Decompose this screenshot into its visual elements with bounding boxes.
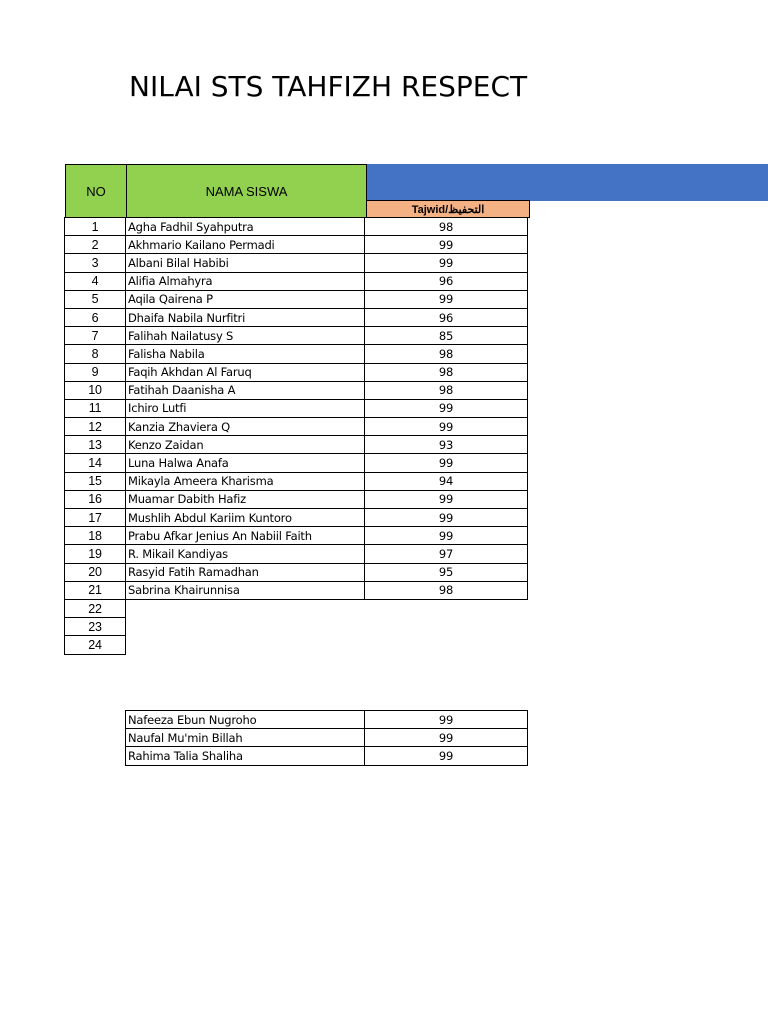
cell-no[interactable]: 11 xyxy=(64,399,126,418)
cell-no[interactable]: 5 xyxy=(64,290,126,309)
table-row xyxy=(65,436,528,454)
cell-score[interactable]: 99 xyxy=(364,417,528,436)
cell-no[interactable]: 23 xyxy=(64,617,126,636)
cell-name[interactable]: Alifia Almahyra xyxy=(125,272,365,291)
table-row xyxy=(65,309,528,327)
cell-score[interactable]: 99 xyxy=(364,508,528,527)
table-row xyxy=(65,509,528,527)
cell-score[interactable]: 99 xyxy=(364,746,528,765)
cell-no[interactable]: 13 xyxy=(64,435,126,454)
cell-no[interactable]: 3 xyxy=(64,253,126,272)
cell-score[interactable]: 85 xyxy=(364,326,528,345)
cell-score[interactable]: 98 xyxy=(364,217,528,236)
cell-no[interactable]: 6 xyxy=(64,308,126,327)
cell-score[interactable]: 99 xyxy=(364,399,528,418)
cell-score[interactable]: 99 xyxy=(364,253,528,272)
cell-name[interactable]: Falihah Nailatusy S xyxy=(125,326,365,345)
cell-name[interactable]: Prabu Afkar Jenius An Nabiil Faith xyxy=(125,526,365,545)
cell-name[interactable]: Naufal Mu'min Billah xyxy=(125,728,365,747)
table-row xyxy=(65,618,528,636)
table-row xyxy=(126,747,528,765)
cell-score[interactable]: 99 xyxy=(364,290,528,309)
cell-no[interactable]: 21 xyxy=(64,581,126,600)
table-row xyxy=(65,382,528,400)
cell-score[interactable]: 96 xyxy=(364,272,528,291)
table-row xyxy=(65,327,528,345)
table-row xyxy=(65,254,528,272)
cell-name[interactable]: Sabrina Khairunnisa xyxy=(125,581,365,600)
cell-score[interactable]: 94 xyxy=(364,472,528,491)
cell-name[interactable]: Luna Halwa Anafa xyxy=(125,453,365,472)
cell-score[interactable]: 98 xyxy=(364,581,528,600)
cell-name[interactable]: Rasyid Fatih Ramadhan xyxy=(125,563,365,582)
cell-no[interactable]: 16 xyxy=(64,490,126,509)
cell-name[interactable]: Kanzia Zhaviera Q xyxy=(125,417,365,436)
cell-name[interactable]: Falisha Nabila xyxy=(125,344,365,363)
cell-name[interactable]: Aqila Qairena P xyxy=(125,290,365,309)
cell-no[interactable]: 14 xyxy=(64,453,126,472)
table-row xyxy=(65,582,528,600)
table-row xyxy=(65,236,528,254)
table-row xyxy=(126,729,528,747)
cell-name[interactable]: Albani Bilal Habibi xyxy=(125,253,365,272)
cell-name[interactable]: Mushlih Abdul Kariim Kuntoro xyxy=(125,508,365,527)
cell-name[interactable]: Rahima Talia Shaliha xyxy=(125,746,365,765)
table-row xyxy=(65,273,528,291)
table-row xyxy=(65,545,528,563)
cell-score[interactable]: 96 xyxy=(364,308,528,327)
cell-no[interactable]: 15 xyxy=(64,472,126,491)
cell-name[interactable]: Faqih Akhdan Al Faruq xyxy=(125,363,365,382)
cell-name[interactable]: Nafeeza Ebun Nugroho xyxy=(125,710,365,729)
page-title: NILAI STS TAHFIZH RESPECT xyxy=(129,70,528,103)
cell-score[interactable]: 98 xyxy=(364,381,528,400)
cell-no[interactable]: 20 xyxy=(64,563,126,582)
cell-score[interactable]: 95 xyxy=(364,563,528,582)
cell-score[interactable]: 97 xyxy=(364,544,528,563)
cell-no[interactable]: 24 xyxy=(64,635,126,654)
cell-no[interactable]: 17 xyxy=(64,508,126,527)
cell-no[interactable]: 9 xyxy=(64,363,126,382)
table-row xyxy=(65,636,528,654)
table-row xyxy=(126,711,528,729)
cell-name[interactable]: Kenzo Zaidan xyxy=(125,435,365,454)
table-row xyxy=(65,345,528,363)
cell-name[interactable]: Fatihah Daanisha A xyxy=(125,381,365,400)
cell-no[interactable]: 18 xyxy=(64,526,126,545)
cell-score[interactable]: 99 xyxy=(364,235,528,254)
cell-no[interactable]: 2 xyxy=(64,235,126,254)
table-row xyxy=(65,218,528,236)
cell-score[interactable]: 98 xyxy=(364,363,528,382)
header-no[interactable]: NO xyxy=(65,164,127,218)
header-blue-band xyxy=(366,164,768,201)
table-row xyxy=(65,418,528,436)
table-row xyxy=(65,454,528,472)
cell-score[interactable]: 99 xyxy=(364,728,528,747)
table-row xyxy=(65,564,528,582)
table-row xyxy=(65,400,528,418)
cell-score[interactable]: 99 xyxy=(364,490,528,509)
cell-name[interactable]: Agha Fadhil Syahputra xyxy=(125,217,365,236)
cell-score[interactable]: 99 xyxy=(364,710,528,729)
cell-no[interactable]: 19 xyxy=(64,544,126,563)
cell-name[interactable]: Dhaifa Nabila Nurfitri xyxy=(125,308,365,327)
cell-name[interactable]: Mikayla Ameera Kharisma xyxy=(125,472,365,491)
cell-score[interactable]: 99 xyxy=(364,453,528,472)
student-table xyxy=(65,218,528,655)
table-row xyxy=(65,600,528,618)
cell-no[interactable]: 8 xyxy=(64,344,126,363)
cell-name[interactable]: Akhmario Kailano Permadi xyxy=(125,235,365,254)
table-row xyxy=(65,473,528,491)
table-row xyxy=(65,291,528,309)
cell-score[interactable]: 99 xyxy=(364,526,528,545)
cell-name[interactable]: Muamar Dabith Hafiz xyxy=(125,490,365,509)
cell-score[interactable]: 98 xyxy=(364,344,528,363)
cell-no[interactable]: 10 xyxy=(64,381,126,400)
cell-no[interactable]: 4 xyxy=(64,272,126,291)
cell-no[interactable]: 1 xyxy=(64,217,126,236)
cell-no[interactable]: 22 xyxy=(64,599,126,618)
table-row xyxy=(65,364,528,382)
cell-no[interactable]: 7 xyxy=(64,326,126,345)
header-name[interactable]: NAMA SISWA xyxy=(126,164,367,218)
cell-name[interactable]: Ichiro Lutfi xyxy=(125,399,365,418)
cell-name[interactable]: R. Mikail Kandiyas xyxy=(125,544,365,563)
header-subject[interactable]: Tajwid/التحفيظ xyxy=(366,200,530,218)
table-row xyxy=(65,491,528,509)
cell-no[interactable]: 12 xyxy=(64,417,126,436)
table-row xyxy=(65,527,528,545)
extra-student-table xyxy=(126,711,528,766)
cell-score[interactable]: 93 xyxy=(364,435,528,454)
